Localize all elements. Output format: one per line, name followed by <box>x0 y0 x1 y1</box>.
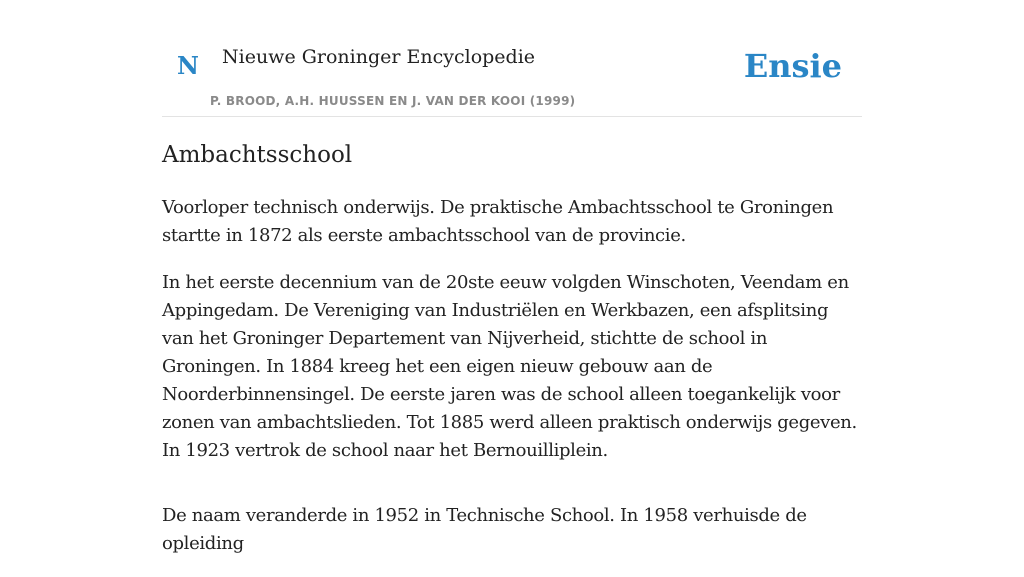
encyclopedia-logo[interactable]: N <box>177 51 199 80</box>
encyclopedia-authors: P. BROOD, A.H. HUUSSEN EN J. VAN DER KOOI (1999) <box>210 94 576 108</box>
article-paragraph: Voorloper technisch onderwijs. De praktische Ambachtsschool te Groningen startte in 1872 als eerste ambachtsschool van de provincie. <box>162 197 834 246</box>
article-title: Ambachtsschool <box>162 142 353 168</box>
page-header <box>162 0 862 117</box>
encyclopedia-title[interactable]: Nieuwe Groninger Encyclopedie <box>222 46 536 68</box>
article-paragraph: De naam veranderde in 1952 in Technische School. In 1958 verhuisde de opleiding <box>162 505 807 554</box>
article-paragraph: In het eerste decennium van de 20ste eeuw volgden Winschoten, Veendam en Appingedam. De Vereniging van Industriëlen en Werkbazen, een afsplitsing van het Groninger Departement van Nijverheid, stichtte de school in Groningen. In 1884 kreeg het een eigen nieuw gebouw aan de Noorderbinnensingel. De eerste jaren was de school alleen toegankelijk voor zonen van ambachtslieden. Tot 1885 werd alleen praktisch onderwijs gegeven. In 1923 vertrok de school naar het Bernouilliplein. <box>162 272 857 461</box>
article-content <box>162 138 862 577</box>
ensie-brand-logo[interactable]: Ensie <box>743 47 842 85</box>
